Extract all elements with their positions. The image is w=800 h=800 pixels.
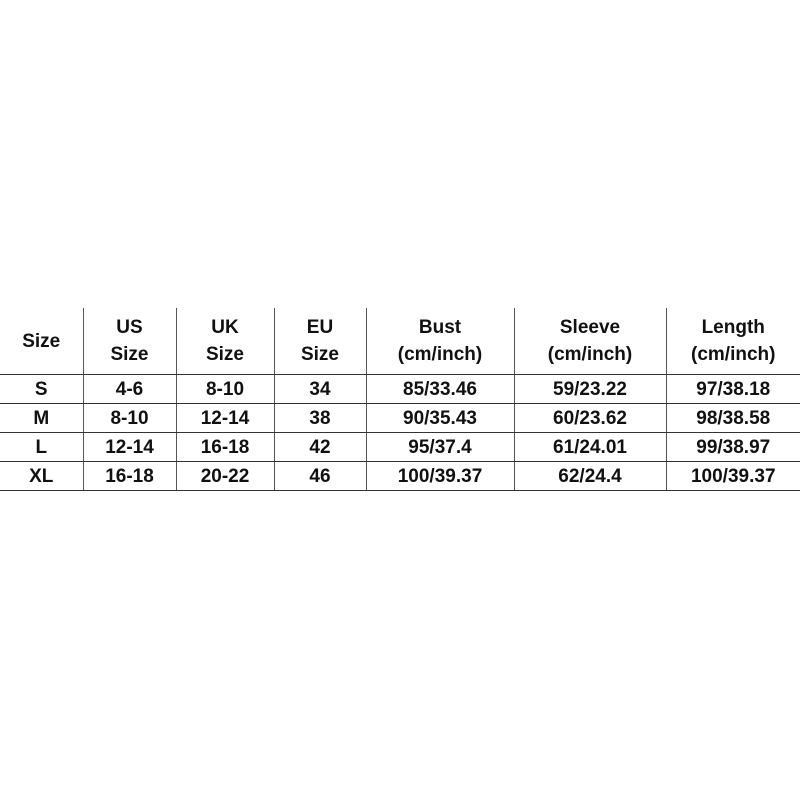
header-sleeve-label: Sleeve — [559, 317, 621, 338]
cell-uk-size: 12-14 — [176, 404, 274, 433]
cell-us-size: 4-6 — [83, 375, 176, 404]
cell-length: 97/38.18 — [666, 375, 800, 404]
header-bust-label: Bust — [418, 317, 462, 338]
cell-sleeve: 60/23.62 — [514, 404, 666, 433]
cell-length: 98/38.58 — [666, 404, 800, 433]
cell-eu-size: 46 — [274, 462, 366, 491]
cell-sleeve: 59/23.22 — [514, 375, 666, 404]
cell-eu-size: 38 — [274, 404, 366, 433]
header-us-sub: Size — [110, 344, 149, 365]
cell-uk-size: 8-10 — [176, 375, 274, 404]
cell-us-size: 8-10 — [83, 404, 176, 433]
header-eu-sub: Size — [300, 344, 340, 365]
table-row — [0, 462, 800, 491]
table-row — [0, 404, 800, 433]
cell-sleeve: 62/24.4 — [514, 462, 666, 491]
header-uk-sub: Size — [205, 344, 245, 365]
cell-size: S — [0, 375, 83, 404]
header-length-label: Length — [701, 317, 765, 338]
cell-size: L — [0, 433, 83, 462]
cell-uk-size: 16-18 — [176, 433, 274, 462]
header-eu-label: EU — [306, 317, 334, 338]
header-length-unit: (cm/inch) — [691, 344, 776, 365]
header-sleeve — [514, 308, 666, 375]
cell-uk-size: 20-22 — [176, 462, 274, 491]
cell-us-size: 16-18 — [83, 462, 176, 491]
table-row — [0, 433, 800, 462]
cell-sleeve: 61/24.01 — [514, 433, 666, 462]
cell-eu-size: 34 — [274, 375, 366, 404]
cell-us-size: 12-14 — [83, 433, 176, 462]
header-sleeve-unit: (cm/inch) — [547, 344, 633, 365]
cell-length: 100/39.37 — [666, 462, 800, 491]
cell-bust: 90/35.43 — [366, 404, 514, 433]
header-bust — [366, 308, 514, 375]
cell-bust: 85/33.46 — [366, 375, 514, 404]
header-size — [0, 308, 83, 375]
header-eu-size — [274, 308, 366, 375]
cell-size: XL — [0, 462, 83, 491]
header-us-size — [83, 308, 176, 375]
header-row — [0, 308, 800, 375]
header-size-label: Size — [22, 330, 61, 352]
cell-length: 99/38.97 — [666, 433, 800, 462]
cell-bust: 95/37.4 — [366, 433, 514, 462]
header-bust-unit: (cm/inch) — [397, 344, 483, 365]
table-row — [0, 375, 800, 404]
header-us-label: US — [116, 317, 143, 338]
cell-eu-size: 42 — [274, 433, 366, 462]
header-uk-label: UK — [211, 317, 239, 338]
size-chart-table — [0, 308, 800, 491]
header-length — [666, 308, 800, 375]
cell-size: M — [0, 404, 83, 433]
cell-bust: 100/39.37 — [366, 462, 514, 491]
header-uk-size — [176, 308, 274, 375]
